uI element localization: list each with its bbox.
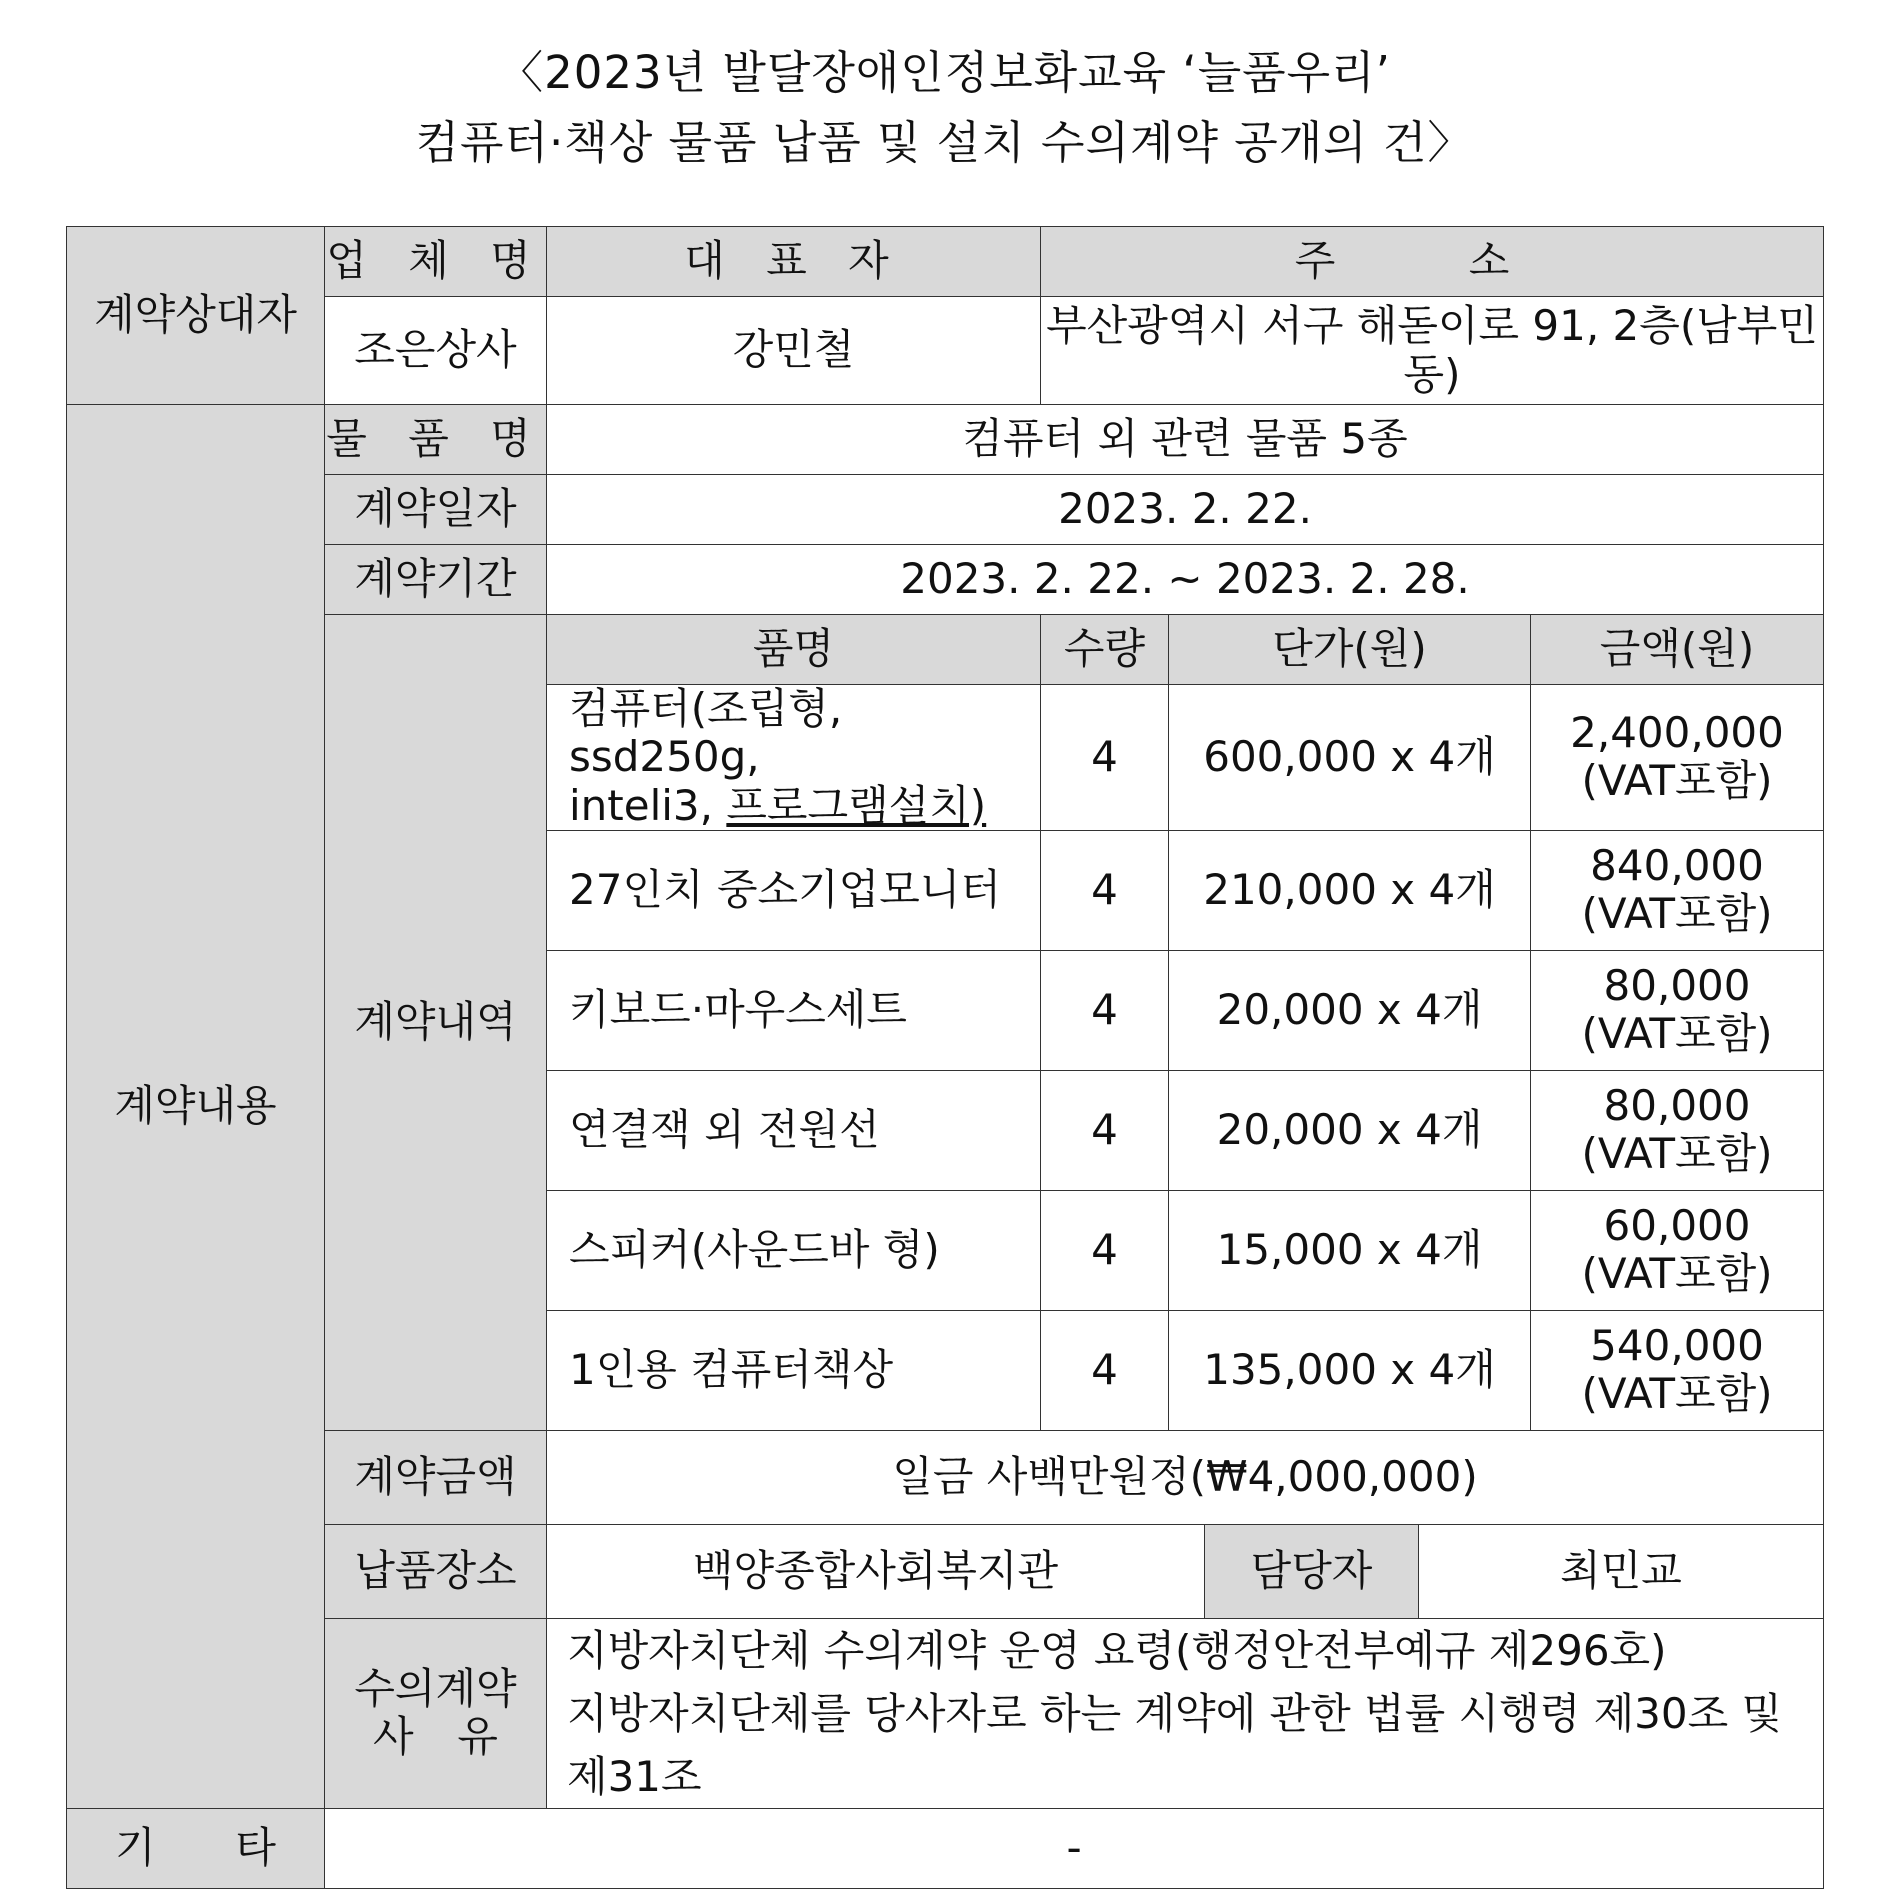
item-name-label: 물 품 명 (325, 405, 547, 475)
document-title-line2: 컴퓨터·책상 물품 납품 및 설치 수의계약 공개의 건〉 (415, 116, 1474, 169)
item-name: 연결잭 외 전원선 (547, 1070, 1041, 1190)
contract-period-value: 2023. 2. 22. ~ 2023. 2. 28. (547, 545, 1824, 615)
item-qty: 4 (1041, 1310, 1169, 1430)
company-header: 업 체 명 (325, 227, 547, 297)
item-unit-price: 600,000 x 4개 (1169, 685, 1531, 831)
contract-date-label: 계약일자 (325, 475, 547, 545)
item-name: 스피커(사운드바 형) (547, 1190, 1041, 1310)
manager-value: 최민교 (1419, 1524, 1824, 1618)
item-name: 27인치 중소기업모니터 (547, 830, 1041, 950)
contract-amount-value: 일금 사백만원정(₩4,000,000) (547, 1430, 1824, 1524)
item-name: 컴퓨터(조립형, ssd250g, inteli3, 프로그램설치) (547, 685, 1041, 831)
item-amount: 80,000 (VAT포함) (1531, 1070, 1824, 1190)
address-header: 주 소 (1041, 227, 1824, 297)
representative-header: 대 표 자 (547, 227, 1041, 297)
item-header-name: 품명 (547, 615, 1041, 685)
item-qty: 4 (1041, 830, 1169, 950)
contract-amount-label: 계약금액 (325, 1430, 547, 1524)
item-name-value: 컴퓨터 외 관련 물품 5종 (547, 405, 1824, 475)
item-unit-price: 210,000 x 4개 (1169, 830, 1531, 950)
item-unit-price: 15,000 x 4개 (1169, 1190, 1531, 1310)
item-amount: 840,000 (VAT포함) (1531, 830, 1824, 950)
representative-name: 강민철 (547, 297, 1041, 405)
contract-details-label: 계약내역 (325, 615, 547, 1431)
company-name: 조은상사 (325, 297, 547, 405)
delivery-place-value: 백양종합사회복지관 (547, 1524, 1205, 1618)
item-qty: 4 (1041, 685, 1169, 831)
item-unit-price: 20,000 x 4개 (1169, 950, 1531, 1070)
document-title-line1: 〈2023년 발달장애인정보화교육 ‘늘품우리’ (498, 46, 1391, 99)
company-address: 부산광역시 서구 해돋이로 91, 2층(남부민동) (1041, 297, 1824, 405)
item-amount: 2,400,000 (VAT포함) (1531, 685, 1824, 831)
item-name: 1인용 컴퓨터책상 (547, 1310, 1041, 1430)
manager-label: 담당자 (1205, 1524, 1419, 1618)
other-value: - (325, 1808, 1824, 1888)
contract-date-value: 2023. 2. 22. (547, 475, 1824, 545)
item-header-amount: 금액(원) (1531, 615, 1824, 685)
item-qty: 4 (1041, 1070, 1169, 1190)
delivery-place-label: 납품장소 (325, 1524, 547, 1618)
contract-section-label: 계약내용 (67, 405, 325, 1809)
reason-label: 수의계약 사 유 (325, 1618, 547, 1808)
item-amount: 80,000 (VAT포함) (1531, 950, 1824, 1070)
other-label: 기 타 (67, 1808, 325, 1888)
contract-period-label: 계약기간 (325, 545, 547, 615)
item-header-unit-price: 단가(원) (1169, 615, 1531, 685)
contract-table (66, 226, 1824, 1889)
item-qty: 4 (1041, 1190, 1169, 1310)
item-amount: 540,000 (VAT포함) (1531, 1310, 1824, 1430)
item-header-qty: 수량 (1041, 615, 1169, 685)
item-name: 키보드·마우스세트 (547, 950, 1041, 1070)
item-unit-price: 135,000 x 4개 (1169, 1310, 1531, 1430)
reason-value: 지방자치단체 수의계약 운영 요령(행정안전부예규 제296호) 지방자치단체를 당사자로 하는 계약에 관한 법률 시행령 제30조 및 제31조 (547, 1618, 1824, 1808)
contractor-section-label: 계약상대자 (67, 227, 325, 405)
item-qty: 4 (1041, 950, 1169, 1070)
item-unit-price: 20,000 x 4개 (1169, 1070, 1531, 1190)
item-amount: 60,000 (VAT포함) (1531, 1190, 1824, 1310)
